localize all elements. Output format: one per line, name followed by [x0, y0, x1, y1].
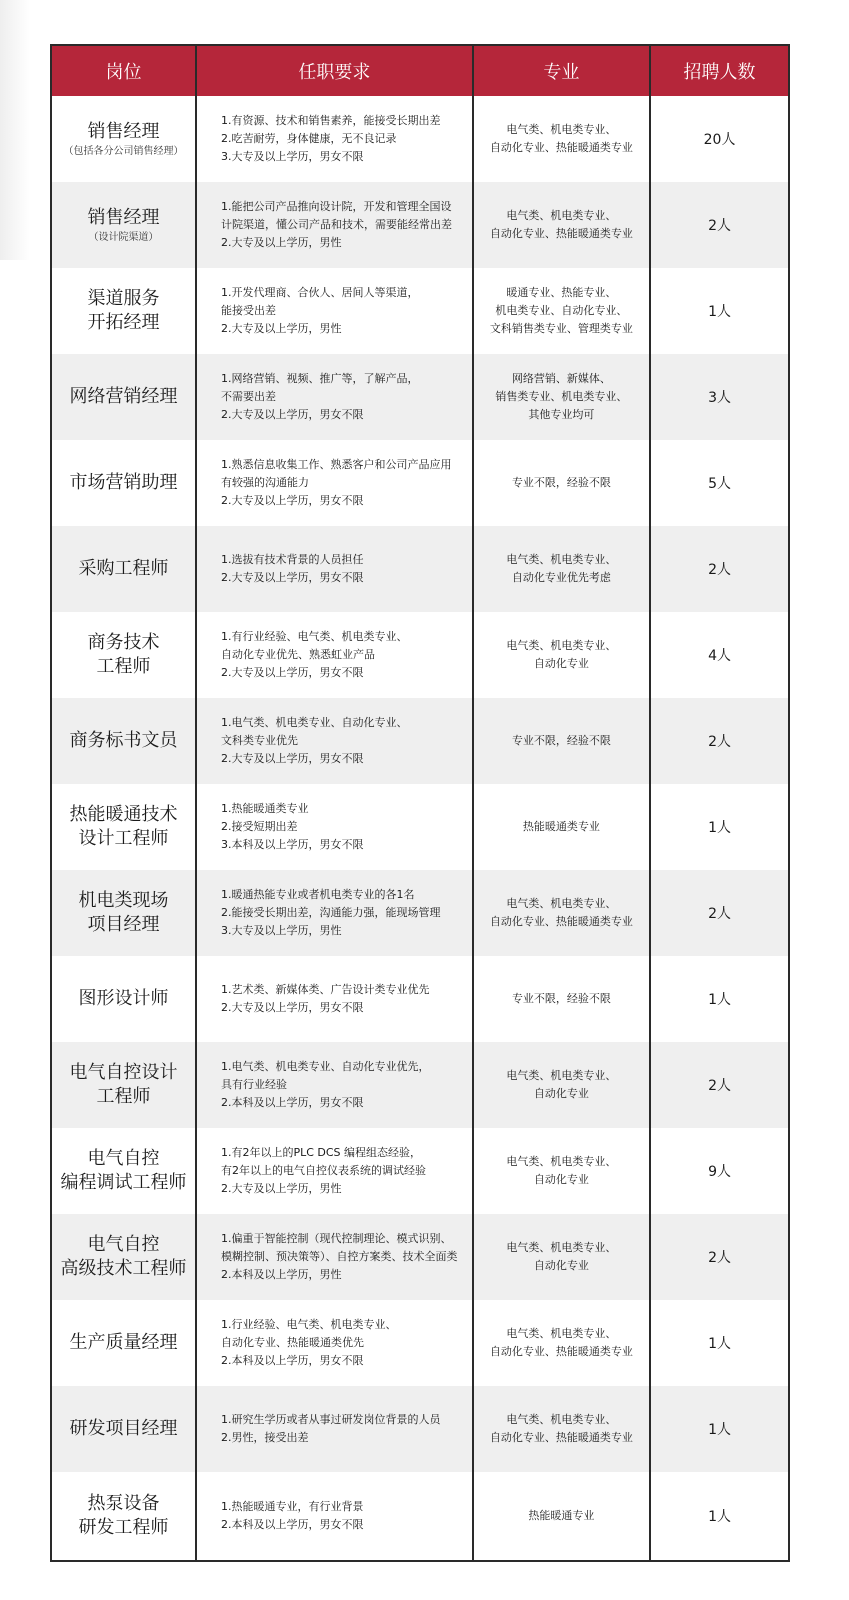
requirement-line: 2.大专及以上学历，男女不限	[220, 666, 364, 679]
requirements-cell	[196, 1386, 473, 1472]
requirement-line: 2.本科及以上学历，男女不限	[220, 1096, 364, 1109]
requirements-cell	[196, 440, 473, 526]
table-body	[51, 96, 789, 1561]
major-line: 自动化专业	[533, 1259, 589, 1272]
major-line: 专业不限，经验不限	[511, 476, 611, 489]
major-line: 专业不限，经验不限	[511, 992, 611, 1005]
position-cell	[51, 1214, 196, 1300]
position-title: 采购工程师	[78, 558, 169, 579]
major-line: 电气类、机电类专业、	[506, 1155, 617, 1168]
requirement-line: 不需要出差	[220, 390, 276, 403]
requirement-line: 1.开发代理商、合伙人、居间人等渠道，	[220, 286, 419, 299]
major-cell	[473, 1214, 650, 1300]
major-line: 热能暖通专业	[528, 1509, 595, 1522]
position-title: 热能暖通技术 设计工程师	[69, 804, 178, 849]
headcount-cell: 2人	[650, 698, 789, 784]
major-line: 暖通专业、热能专业、	[506, 286, 617, 299]
header-requirements: 任职要求	[196, 45, 473, 96]
major-line: 专业不限，经验不限	[511, 734, 611, 747]
requirement-line: 1.有资源、技术和销售素养，能接受长期出差	[220, 114, 441, 127]
major-cell	[473, 1300, 650, 1386]
table-header-row	[51, 45, 789, 96]
requirement-line: 1.行业经验、电气类、机电类专业、	[220, 1318, 397, 1331]
table-row	[51, 784, 789, 870]
headcount-cell: 2人	[650, 526, 789, 612]
position-cell	[51, 784, 196, 870]
requirement-line: 1.有行业经验、电气类、机电类专业、	[220, 630, 408, 643]
major-cell	[473, 870, 650, 956]
requirement-line: 1.选拔有技术背景的人员担任	[220, 553, 364, 566]
requirement-line: 2.大专及以上学历，男女不限	[220, 408, 364, 421]
major-cell	[473, 1128, 650, 1214]
requirement-line: 1.偏重于智能控制（现代控制理论、模式识别、	[220, 1232, 452, 1245]
headcount-cell: 1人	[650, 956, 789, 1042]
requirements-cell	[196, 1214, 473, 1300]
position-subtitle: （包括各分公司销售经理）	[63, 145, 184, 157]
requirements-cell	[196, 956, 473, 1042]
major-cell	[473, 96, 650, 182]
requirements-cell	[196, 698, 473, 784]
requirements-cell	[196, 96, 473, 182]
headcount-cell: 1人	[650, 784, 789, 870]
requirement-line: 2.大专及以上学历，男女不限	[220, 1001, 364, 1014]
major-cell	[473, 1386, 650, 1472]
table-row	[51, 612, 789, 698]
requirement-line: 1.电气类、机电类专业、自动化专业优先，	[220, 1060, 430, 1073]
table-row	[51, 526, 789, 612]
requirement-line: 有2年以上的电气自控仪表系统的调试经验	[220, 1164, 426, 1177]
page-edge-shadow	[0, 0, 30, 260]
table-row	[51, 354, 789, 440]
requirements-cell	[196, 612, 473, 698]
header-major: 专业	[473, 45, 650, 96]
requirement-line: 3.大专及以上学历，男女不限	[220, 150, 364, 163]
requirement-line: 2.男性，接受出差	[220, 1431, 309, 1444]
headcount-cell: 1人	[650, 1386, 789, 1472]
position-title: 机电类现场 项目经理	[78, 890, 169, 935]
requirement-line: 2.大专及以上学历，男性	[220, 322, 342, 335]
major-cell	[473, 784, 650, 870]
major-cell	[473, 698, 650, 784]
major-line: 电气类、机电类专业、	[506, 1069, 617, 1082]
headcount-cell: 20人	[650, 96, 789, 182]
requirements-cell	[196, 1300, 473, 1386]
position-title: 研发项目经理	[69, 1418, 178, 1439]
table-row	[51, 1128, 789, 1214]
major-cell	[473, 354, 650, 440]
position-cell	[51, 440, 196, 526]
major-line: 自动化专业、热能暖通类专业	[489, 915, 633, 928]
position-title: 商务标书文员	[69, 730, 178, 751]
headcount-cell: 1人	[650, 1472, 789, 1561]
major-cell	[473, 440, 650, 526]
requirement-line: 具有行业经验	[220, 1078, 287, 1091]
requirement-line: 2.本科及以上学历，男女不限	[220, 1354, 364, 1367]
requirements-cell	[196, 354, 473, 440]
requirement-line: 1.能把公司产品推向设计院，开发和管理全国设	[220, 200, 452, 213]
table-row	[51, 182, 789, 268]
major-line: 文科销售类专业、管理类专业	[489, 322, 633, 335]
requirement-line: 自动化专业优先、熟悉虹业产品	[220, 648, 375, 661]
major-cell	[473, 956, 650, 1042]
major-line: 其他专业均可	[528, 408, 595, 421]
position-title: 热泵设备 研发工程师	[78, 1493, 169, 1538]
major-line: 销售类专业、机电类专业、	[495, 390, 628, 403]
position-title: 电气自控 编程调试工程师	[60, 1148, 187, 1193]
position-title: 商务技术 工程师	[87, 632, 160, 677]
major-line: 自动化专业	[533, 657, 589, 670]
major-line: 自动化专业	[533, 1087, 589, 1100]
requirements-cell	[196, 182, 473, 268]
requirement-line: 2.大专及以上学历，男性	[220, 1182, 342, 1195]
headcount-cell: 1人	[650, 1300, 789, 1386]
position-cell	[51, 1472, 196, 1561]
major-line: 电气类、机电类专业、	[506, 123, 617, 136]
recruitment-table	[50, 44, 790, 1562]
table-row	[51, 870, 789, 956]
major-line: 电气类、机电类专业、	[506, 897, 617, 910]
major-line: 电气类、机电类专业、	[506, 209, 617, 222]
position-title: 渠道服务 开拓经理	[87, 288, 160, 333]
requirement-line: 文科类专业优先	[220, 734, 298, 747]
headcount-cell: 1人	[650, 268, 789, 354]
headcount-cell: 5人	[650, 440, 789, 526]
position-title: 电气自控设计 工程师	[69, 1062, 178, 1107]
requirement-line: 2.大专及以上学历，男女不限	[220, 494, 364, 507]
position-title: 销售经理	[87, 120, 160, 142]
requirements-cell	[196, 1042, 473, 1128]
table-row	[51, 1472, 789, 1561]
table-row	[51, 1042, 789, 1128]
major-cell	[473, 612, 650, 698]
requirement-line: 1.网络营销、视频、推广等，了解产品，	[220, 372, 419, 385]
table-row	[51, 1300, 789, 1386]
table-row	[51, 1214, 789, 1300]
headcount-cell: 2人	[650, 182, 789, 268]
requirement-line: 2.本科及以上学历，男性	[220, 1268, 342, 1281]
requirement-line: 3.本科及以上学历，男女不限	[220, 838, 364, 851]
requirement-line: 1.电气类、机电类专业、自动化专业、	[220, 716, 408, 729]
major-cell	[473, 1472, 650, 1561]
major-cell	[473, 182, 650, 268]
requirement-line: 2.大专及以上学历，男女不限	[220, 571, 364, 584]
major-line: 自动化专业、热能暖通类专业	[489, 1431, 633, 1444]
headcount-cell: 3人	[650, 354, 789, 440]
requirement-line: 2.大专及以上学历，男女不限	[220, 752, 364, 765]
table-row	[51, 268, 789, 354]
requirement-line: 1.热能暖通专业，有行业背景	[220, 1500, 364, 1513]
requirement-line: 1.研究生学历或者从事过研发岗位背景的人员	[220, 1413, 441, 1426]
major-line: 自动化专业	[533, 1173, 589, 1186]
requirement-line: 1.有2年以上的PLC DCS 编程组态经验，	[220, 1146, 422, 1159]
position-title: 网络营销经理	[69, 386, 178, 407]
headcount-cell: 4人	[650, 612, 789, 698]
position-cell	[51, 1128, 196, 1214]
major-line: 自动化专业、热能暖通类专业	[489, 227, 633, 240]
headcount-cell: 9人	[650, 1128, 789, 1214]
requirements-cell	[196, 1472, 473, 1561]
requirement-line: 1.暖通热能专业或者机电类专业的各1名	[220, 888, 415, 901]
position-cell	[51, 1300, 196, 1386]
major-line: 热能暖通类专业	[522, 820, 600, 833]
position-title: 电气自控 高级技术工程师	[60, 1234, 187, 1279]
requirement-line: 能接受出差	[220, 304, 276, 317]
table-row	[51, 1386, 789, 1472]
table-row	[51, 440, 789, 526]
header-position: 岗位	[51, 45, 196, 96]
requirement-line: 1.热能暖通类专业	[220, 802, 309, 815]
requirements-cell	[196, 870, 473, 956]
position-cell	[51, 698, 196, 784]
position-cell	[51, 268, 196, 354]
requirement-line: 3.大专及以上学历，男性	[220, 924, 342, 937]
requirement-line: 计院渠道，懂公司产品和技术，需要能经常出差	[220, 218, 452, 231]
position-title: 销售经理	[87, 206, 160, 228]
requirement-line: 2.接受短期出差	[220, 820, 298, 833]
requirement-line: 2.吃苦耐劳，身体健康，无不良记录	[220, 132, 397, 145]
table-row	[51, 698, 789, 784]
requirement-line: 模糊控制、预决策等）、自控方案类、技术全面类	[220, 1250, 458, 1263]
position-cell	[51, 354, 196, 440]
position-title: 生产质量经理	[69, 1332, 178, 1353]
table-row	[51, 956, 789, 1042]
requirements-cell	[196, 784, 473, 870]
position-cell	[51, 956, 196, 1042]
major-line: 机电类专业、自动化专业、	[495, 304, 628, 317]
major-line: 电气类、机电类专业、	[506, 1327, 617, 1340]
position-cell	[51, 96, 196, 182]
position-subtitle: （设计院渠道）	[88, 231, 159, 243]
major-line: 电气类、机电类专业、	[506, 1241, 617, 1254]
headcount-cell: 2人	[650, 1042, 789, 1128]
headcount-cell: 2人	[650, 870, 789, 956]
requirement-line: 1.艺术类、新媒体类、广告设计类专业优先	[220, 983, 430, 996]
requirement-line: 2.大专及以上学历，男性	[220, 236, 342, 249]
position-cell	[51, 1386, 196, 1472]
major-line: 电气类、机电类专业、	[506, 639, 617, 652]
position-cell	[51, 612, 196, 698]
header-headcount: 招聘人数	[650, 45, 789, 96]
requirements-cell	[196, 1128, 473, 1214]
position-cell	[51, 182, 196, 268]
requirement-line: 2.能接受长期出差，沟通能力强，能现场管理	[220, 906, 441, 919]
major-line: 电气类、机电类专业、	[506, 1413, 617, 1426]
major-cell	[473, 268, 650, 354]
major-cell	[473, 1042, 650, 1128]
requirement-line: 有较强的沟通能力	[220, 476, 309, 489]
position-cell	[51, 526, 196, 612]
requirement-line: 自动化专业、热能暖通类优先	[220, 1336, 364, 1349]
position-cell	[51, 870, 196, 956]
major-line: 自动化专业优先考虑	[511, 571, 611, 584]
table-row	[51, 96, 789, 182]
requirements-cell	[196, 268, 473, 354]
major-cell	[473, 526, 650, 612]
requirement-line: 1.熟悉信息收集工作、熟悉客户和公司产品应用	[220, 458, 452, 471]
major-line: 电气类、机电类专业、	[506, 553, 617, 566]
position-title: 图形设计师	[78, 988, 169, 1009]
position-title: 市场营销助理	[69, 472, 178, 493]
major-line: 自动化专业、热能暖通类专业	[489, 1345, 633, 1358]
requirement-line: 2.本科及以上学历，男女不限	[220, 1518, 364, 1531]
major-line: 自动化专业、热能暖通类专业	[489, 141, 633, 154]
headcount-cell: 2人	[650, 1214, 789, 1300]
major-line: 网络营销、新媒体、	[511, 372, 611, 385]
position-cell	[51, 1042, 196, 1128]
requirements-cell	[196, 526, 473, 612]
